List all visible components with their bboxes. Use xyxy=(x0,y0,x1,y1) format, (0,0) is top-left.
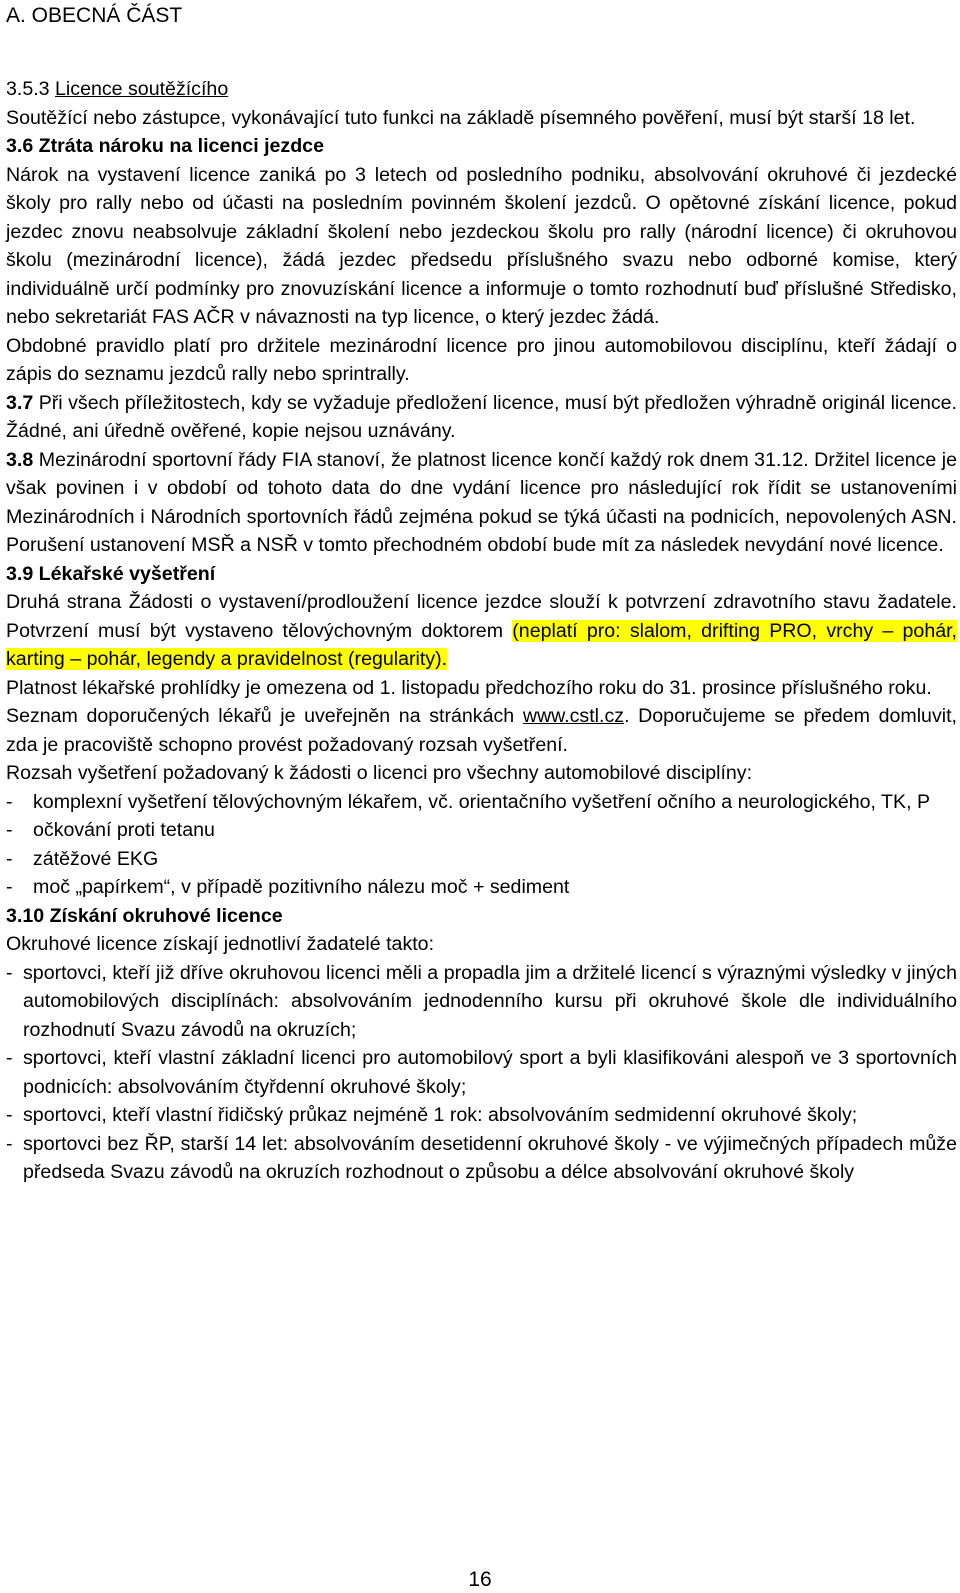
dash-bullet: - xyxy=(6,790,13,813)
section-3-10-intro: Okruhové licence získají jednotliví žadatelé takto: xyxy=(6,933,435,955)
section-text: . Doporučujeme se předem domluvit, zda je pracoviště schopno provést požadovaný rozsah vyšetření. xyxy=(6,705,957,756)
website-link[interactable]: www.cstl.cz xyxy=(522,705,625,727)
licence-list xyxy=(6,959,957,1187)
section-3-7-paragraph xyxy=(6,389,957,446)
list-item: - očkování proti tetanu xyxy=(6,816,957,845)
section-3-6-paragraph: Nárok na vystavení licence zaniká po 3 letech od posledního podniku, absolvování okruhové či jezdecké školy pro rally nebo od účasti na posledním povinném školení jezdců. O opětovné získání licence, pokud jezdec znovu neabsolvuje základní školení nebo jezdeckou školu pro rally (národní licence) či okruhovou školu (mezinárodní licence), žádá jezdec předsedu příslušného svazu nebo odborné komise, který individuálně určí podmínky pro znovuzískání licence a informuje o tomto rozhodnutí buď příslušné Středisko, nebo sekretariát FAS AČR v návaznosti na typ licence, o který jezdec žádá. xyxy=(6,163,957,328)
dash-bullet: - xyxy=(6,1047,13,1069)
list-item: - sportovci, kteří již dříve okruhovou licenci měli a propadla jim a držitelé licencí s výraznými výsledky v jiných automobilových disciplínách: absolvováním jednodenního kursu při okruhové škole dle individuálního rozhodnutí Svazu závodů na okruzích; xyxy=(6,959,957,1045)
section-title: Licence soutěžícího xyxy=(55,78,229,100)
section-3-9-paragraph xyxy=(6,588,957,674)
highlighted-text: (neplatí pro: slalom, drifting PRO, vrchy – pohár, karting – pohár, legendy a pravidelnost (regularity). xyxy=(6,619,957,670)
list-item: - moč „papírkem“, v případě pozitivního nálezu moč + sediment xyxy=(6,873,957,902)
section-number: 3.7 xyxy=(6,391,34,414)
exam-list xyxy=(6,788,957,902)
dash-bullet: - xyxy=(6,1132,13,1155)
section-3-9-paragraph: Rozsah vyšetření požadovaný k žádosti o licenci pro všechny automobilové disciplíny: xyxy=(6,762,753,784)
section-3-6-paragraph: Obdobné pravidlo platí pro držitele mezinárodní licence pro jinou automobilovou disciplínu, kteří žádají o zápis do seznamu jezdců rally nebo sprintrally. xyxy=(6,334,957,385)
section-text: Druhá strana Žádosti o vystavení/prodloužení licence jezdce slouží k potvrzení zdravotního stavu žadatele. Potvrzení musí být vystaveno tělovýchovným doktorem xyxy=(6,591,957,642)
section-text: Při všech příležitostech, kdy se vyžaduje předložení licence, musí být předložen výhradně originál licence. Žádné, ani úředně ověřené, kopie nejsou uznávány. xyxy=(6,391,957,442)
dash-bullet: - xyxy=(6,847,13,870)
section-3-5-3-text: Soutěžící nebo zástupce, vykonávající tuto funkci na základě písemného pověření, musí být starší 18 let. xyxy=(6,106,916,129)
list-item: - sportovci bez ŘP, starší 14 let: absolvováním desetidenní okruhové školy - ve výjimečných případech může předseda Svazu závodů na okruzích rozhodnout o způsobu a délce absolvování okruhové školy xyxy=(6,1130,957,1187)
dash-bullet: - xyxy=(6,961,13,984)
section-text: Mezinárodní sportovní řády FIA stanoví, že platnost licence končí každý rok dnem 31.12. Držitel licence je však povinen i v období od tohoto data do dne vydání licence pro následující rok řídit se ustanoveními Mezinárodních i Národních sportovních řádů zejména pokud se týká účasti na podnicích, nepovolených ASN. Porušení ustanovení MSŘ a NSŘ v tomto přechodném období bude mít za následek nevydání nové licence. xyxy=(6,448,957,556)
list-item: - sportovci, kteří vlastní základní licenci pro automobilový sport a byli klasifikováni alespoň ve 3 sportovních podnicích: absolvováním čtyřdenní okruhové školy; xyxy=(6,1044,957,1101)
dash-bullet: - xyxy=(6,819,13,841)
section-3-9-paragraph: Platnost lékařské prohlídky je omezena od 1. listopadu předchozího roku do 31. prosince příslušného roku. xyxy=(6,676,932,699)
list-item: - sportovci, kteří vlastní řidičský průkaz nejméně 1 rok: absolvováním sedmidenní okruhové školy; xyxy=(6,1101,957,1130)
section-number: 3.8 xyxy=(6,448,34,471)
section-3-9-title: 3.9 Lékařské vyšetření xyxy=(6,562,216,585)
section-3-5-3-heading xyxy=(6,75,957,104)
dash-bullet: - xyxy=(6,876,13,898)
section-text: Seznam doporučených lékařů je uveřejněn na stránkách xyxy=(6,705,523,727)
section-3-8-paragraph xyxy=(6,446,957,560)
section-3-10-title: 3.10 Získání okruhové licence xyxy=(6,904,283,927)
section-3-6-title: 3.6 Ztráta nároku na licenci jezdce xyxy=(6,135,324,157)
page-number: 16 xyxy=(468,1568,492,1591)
list-item: - komplexní vyšetření tělovýchovným lékařem, vč. orientačního vyšetření očního a neurologického, TK, P xyxy=(6,788,957,817)
dash-bullet: - xyxy=(6,1104,13,1126)
list-item: - zátěžové EKG xyxy=(6,845,957,874)
section-number: 3.5.3 xyxy=(6,78,56,100)
chapter-header: A. OBECNÁ ČÁST xyxy=(6,4,183,27)
document-body xyxy=(6,75,957,1187)
section-3-9-paragraph xyxy=(6,702,957,759)
